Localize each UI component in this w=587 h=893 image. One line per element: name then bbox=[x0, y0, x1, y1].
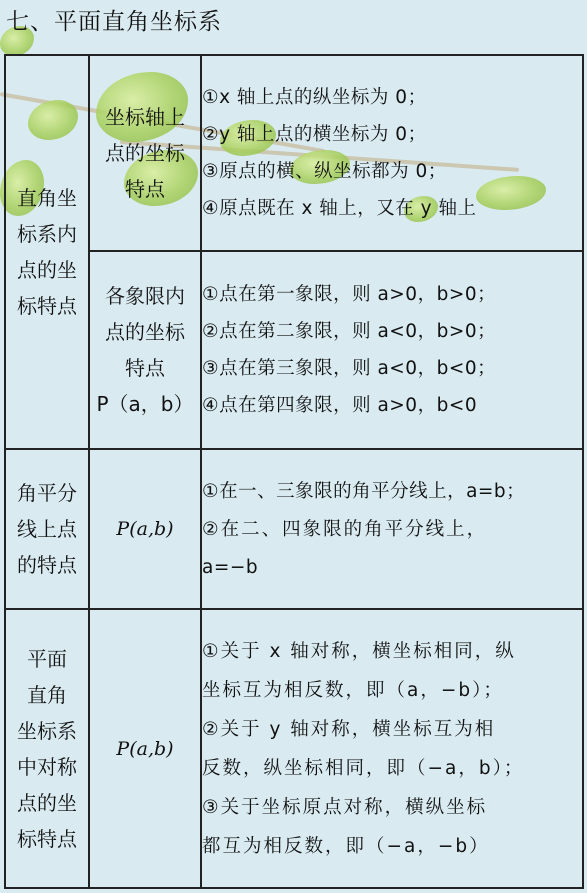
point-notation: P（a，b） bbox=[96, 392, 194, 416]
list-item: 都互为相反数，即（−a，−b） bbox=[202, 835, 490, 857]
description-cell bbox=[201, 251, 583, 449]
list-item: 反数，纵坐标相同，即（−a，b）； bbox=[202, 757, 525, 779]
list-item: ③点在第三象限，则 a<0，b<0； bbox=[202, 358, 497, 379]
coordinate-system-table bbox=[4, 54, 584, 889]
subcategory-cell bbox=[89, 609, 201, 888]
category-text: 中对称 bbox=[17, 754, 77, 779]
table-row bbox=[5, 251, 583, 449]
list-item: ①在一、三象限的角平分线上，a=b； bbox=[202, 480, 526, 502]
category-text: 标特点 bbox=[17, 826, 77, 851]
description-cell bbox=[201, 449, 583, 609]
category-cell bbox=[5, 449, 89, 609]
subcategory-text: 坐标轴上 bbox=[105, 105, 185, 129]
category-text: 角平分 bbox=[17, 481, 77, 505]
subcategory-cell bbox=[89, 449, 201, 609]
subcategory-text: 特点 bbox=[125, 177, 165, 201]
category-text: 平面 bbox=[27, 646, 67, 671]
point-notation: P(a,b) bbox=[116, 737, 174, 760]
description-cell bbox=[201, 55, 583, 251]
list-item: a=−b bbox=[202, 556, 259, 578]
category-text: 线上点 bbox=[17, 517, 77, 541]
list-item: ②y 轴上点的横坐标为 0； bbox=[202, 124, 427, 145]
description-cell bbox=[201, 609, 583, 888]
table-row bbox=[5, 55, 583, 251]
category-text: 坐标系 bbox=[17, 718, 77, 743]
category-text: 的特点 bbox=[17, 553, 77, 577]
category-text: 点的坐 bbox=[17, 790, 77, 815]
list-item: ④原点既在 x 轴上，又在 y 轴上 bbox=[202, 198, 477, 219]
list-item: ①点在第一象限，则 a>0，b>0； bbox=[202, 284, 497, 305]
table-row bbox=[5, 609, 583, 888]
subcategory-text: 特点 bbox=[125, 356, 165, 380]
section-title: 七、平面直角坐标系 bbox=[6, 9, 222, 35]
category-text: 点的坐 bbox=[17, 258, 77, 282]
category-cell bbox=[5, 55, 89, 449]
list-item: ②点在第二象限，则 a<0，b>0； bbox=[202, 321, 497, 342]
list-item: ①关于 x 轴对称，横坐标相同，纵 bbox=[202, 640, 516, 662]
category-text: 标系内 bbox=[17, 222, 77, 246]
list-item: ②在二、四象限的角平分线上， bbox=[202, 518, 488, 540]
list-item: ②关于 y 轴对称，横坐标互为相 bbox=[202, 718, 496, 740]
list-item: 坐标互为相反数，即（a，−b）； bbox=[202, 679, 504, 701]
category-text: 标特点 bbox=[17, 294, 77, 318]
subcategory-cell bbox=[89, 55, 201, 251]
category-text: 直角坐 bbox=[17, 186, 77, 210]
list-item: ①x 轴上点的纵坐标为 0； bbox=[202, 87, 427, 108]
subcategory-text: 点的坐标 bbox=[105, 141, 185, 165]
list-item: ③原点的横、纵坐标都为 0； bbox=[202, 161, 447, 182]
table-row bbox=[5, 449, 583, 609]
list-item: ④点在第四象限，则 a>0，b<0 bbox=[202, 395, 478, 416]
subcategory-cell bbox=[89, 251, 201, 449]
list-item: ③关于坐标原点对称，横纵坐标 bbox=[202, 796, 488, 818]
subcategory-text: 点的坐标 bbox=[105, 320, 185, 344]
subcategory-text: 各象限内 bbox=[105, 284, 185, 308]
point-notation: P(a,b) bbox=[116, 518, 174, 540]
category-cell bbox=[5, 609, 89, 888]
category-text: 直角 bbox=[27, 682, 67, 707]
